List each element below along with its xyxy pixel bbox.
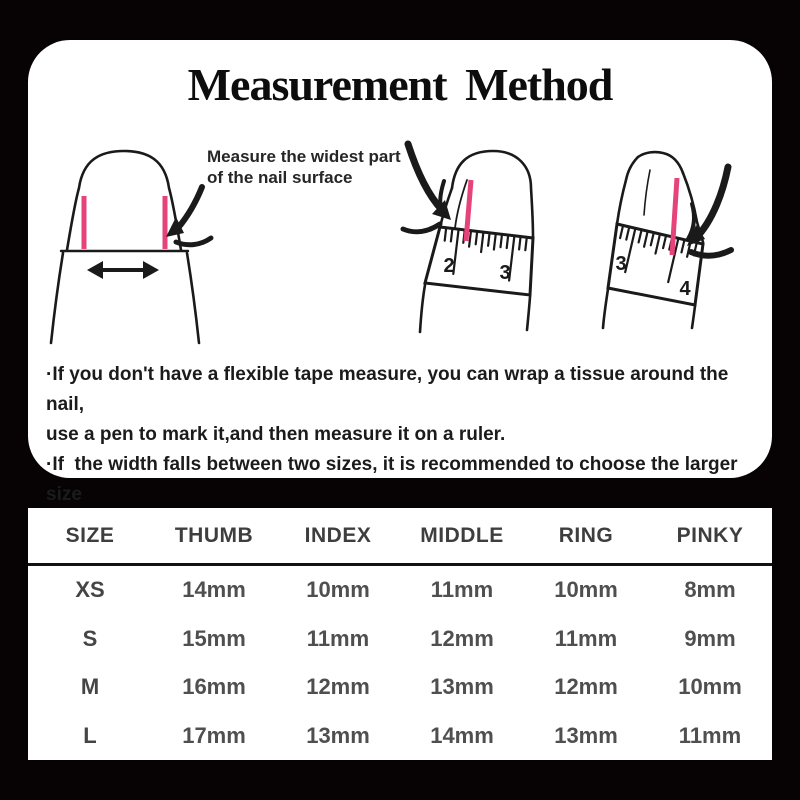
- size-table: [28, 508, 772, 760]
- measure-label-line1: Measure the widest part: [207, 147, 401, 166]
- size-label: L: [83, 722, 97, 748]
- size-label: XS: [75, 577, 105, 603]
- tape-measure-illustration-right: [595, 140, 755, 355]
- size-value: 12mm: [554, 674, 618, 700]
- column-header-pinky: PINKY: [676, 523, 744, 547]
- size-value: 17mm: [182, 722, 246, 748]
- finger-body-right: [692, 306, 695, 328]
- ruler-number: 2: [443, 255, 455, 277]
- column-header-size: SIZE: [65, 523, 115, 547]
- size-value: 13mm: [430, 674, 494, 700]
- tip-line: ·If you don't have a flexible tape measure, you can wrap a tissue around the nail,: [46, 364, 734, 415]
- ruler-number: 4: [679, 278, 691, 300]
- table-row-m: [28, 663, 772, 712]
- finger-body-right: [527, 297, 530, 330]
- pointer-arrow-icon: [687, 167, 731, 256]
- measurement-tips: [46, 360, 770, 510]
- column-header-ring: RING: [558, 523, 614, 547]
- size-value: 12mm: [430, 625, 494, 651]
- size-value: 13mm: [306, 722, 370, 748]
- measure-label-line2: of the nail surface: [207, 168, 353, 187]
- column-header-thumb: THUMB: [174, 523, 254, 547]
- finger-body-left: [51, 253, 63, 343]
- tape-measure-band: [425, 227, 533, 295]
- size-value: 9mm: [684, 625, 736, 651]
- size-value: 14mm: [182, 577, 246, 603]
- size-value: 12mm: [306, 674, 370, 700]
- tip-line: use a pen to mark it,and then measure it on a ruler.: [46, 424, 506, 445]
- ruler-number: 3: [615, 253, 627, 275]
- size-value: 10mm: [306, 577, 370, 603]
- finger-body-left: [420, 285, 425, 332]
- page-title: Measurement Method: [187, 59, 613, 110]
- tip-line: ·If the width falls between two sizes, it is recommended to choose the larger size: [46, 454, 743, 505]
- nail-edge-line: [644, 170, 650, 215]
- column-header-index: INDEX: [304, 523, 372, 547]
- size-value: 14mm: [430, 722, 494, 748]
- size-value: 16mm: [182, 674, 246, 700]
- table-row-xs: [28, 566, 772, 615]
- size-table-header: [28, 508, 772, 563]
- finger-body-right: [187, 253, 199, 343]
- tape-measure-illustration-left: [395, 140, 575, 355]
- tip-tape-measure: [46, 360, 770, 450]
- size-value: 10mm: [554, 577, 618, 603]
- size-label: S: [82, 625, 98, 651]
- column-header-middle: MIDDLE: [420, 523, 504, 547]
- ruler-number: 3: [499, 262, 511, 284]
- size-value: 11mm: [554, 625, 618, 651]
- pointer-arrow-icon: [403, 144, 451, 232]
- size-value: 11mm: [430, 577, 494, 603]
- finger-left-edge: [617, 157, 638, 224]
- pointer-arrow-icon: [166, 187, 211, 245]
- size-table-body: [28, 566, 772, 760]
- tip-between-sizes: [46, 450, 770, 510]
- width-arrow-icon: [87, 261, 159, 279]
- measure-label: [207, 146, 417, 188]
- fingertip-outline: [452, 151, 533, 237]
- size-value: 11mm: [678, 722, 742, 748]
- size-value: 11mm: [306, 625, 370, 651]
- size-value: 15mm: [182, 625, 246, 651]
- size-label: M: [80, 674, 100, 700]
- table-row-s: [28, 615, 772, 664]
- size-value: 10mm: [678, 674, 742, 700]
- table-row-l: [28, 712, 772, 761]
- size-chart-panel: [28, 508, 772, 760]
- fingertip-outline: [638, 152, 683, 173]
- size-value: 13mm: [554, 722, 618, 748]
- measurement-method-panel: [28, 40, 772, 505]
- finger-body-left: [603, 289, 608, 328]
- finger-width-illustration: [45, 140, 225, 352]
- size-value: 8mm: [684, 577, 736, 603]
